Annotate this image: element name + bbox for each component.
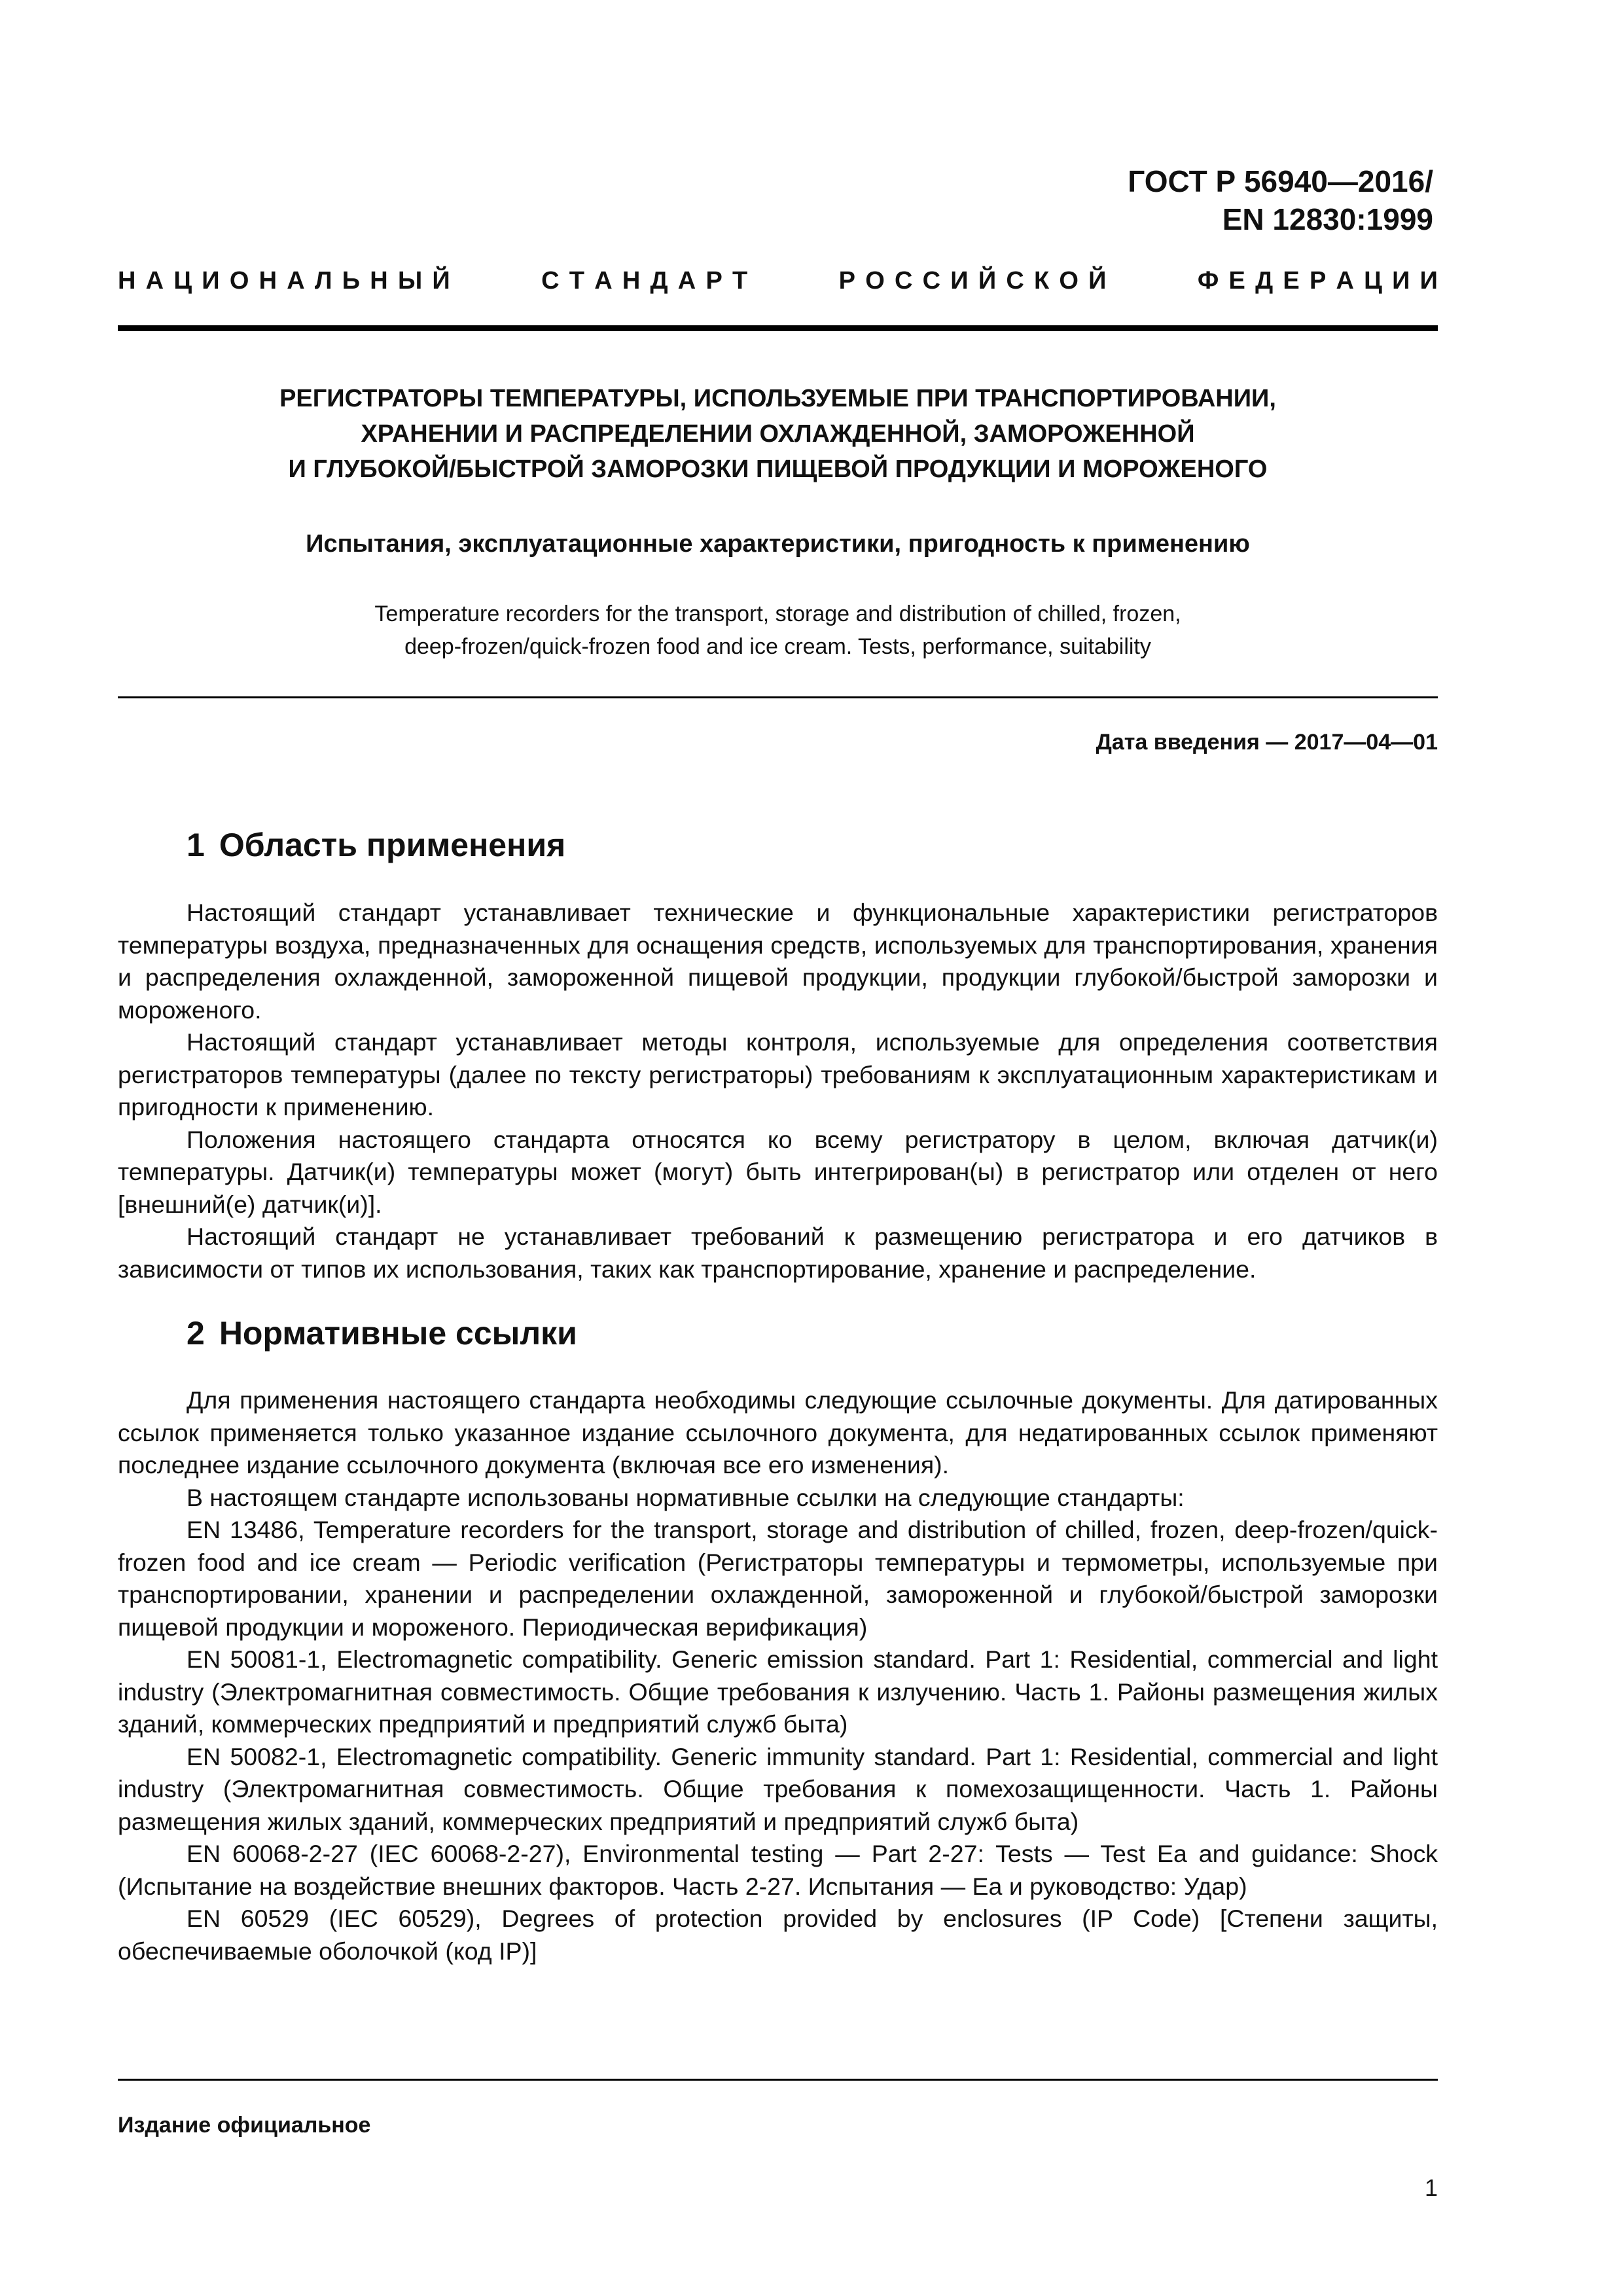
title-line: ХРАНЕНИИ И РАСПРЕДЕЛЕНИИ ОХЛАЖДЕННОЙ, ЗАМОРОЖЕННОЙ [361,420,1195,448]
banner-word: Н А Ц И О Н А Л Ь Н Ы Й [118,267,450,295]
section-2-heading [187,1314,577,1352]
title-line: И ГЛУБОКОЙ/БЫСТРОЙ ЗАМОРОЗКИ ПИЩЕВОЙ ПРОДУКЦИИ И МОРОЖЕНОГО [288,456,1268,483]
paragraph: Для применения настоящего стандарта необходимы следующие ссылочные документы. Для датированных ссылок применяется только указанное издание ссылочного документа, для недатированных ссылок применяют последнее издание ссылочного документа (включая все его изменения). [118,1386,1438,1479]
footer-divider [118,2079,1438,2081]
official-edition-label: Издание официальное [118,2113,371,2138]
standard-number [1128,162,1433,238]
banner-word: Р О С С И Й С К О Й [838,267,1107,295]
paragraph: Настоящий стандарт не устанавливает требований к размещению регистратора и его датчиков в зависимости от типов их использования, таких как транспортирование, хранение и распределение. [118,1223,1438,1283]
paragraph: Настоящий стандарт устанавливает методы контроля, используемые для определения соответствия регистраторов температуры (далее по тексту регистраторы) требованиям к эксплуатационным характеристикам и пригодности к применению. [118,1028,1438,1121]
section-1-body [118,897,1438,1285]
page-number: 1 [1424,2174,1438,2201]
reference-item: EN 50082-1, Electromagnetic compatibility. Generic immunity standard. Part 1: Residential, commercial and light industry (Электромагнитная совместимость. Общие требования к помехозащищенности. Часть 1. Районы размещения жилых зданий, коммерческих предприятий и предприятий служб быта) [118,1742,1438,1835]
section-title: Нормативные ссылки [219,1315,577,1352]
standard-number-line2: EN 12830:1999 [1222,202,1433,236]
header-divider [118,325,1438,331]
section-2-body [118,1384,1438,1967]
reference-item: EN 13486, Temperature recorders for the transport, storage and distribution of chilled, frozen, deep-frozen/quick-frozen food and ice cream — Periodic verification (Регистраторы температуры и термометры, используемые при транспортировании, хранении и распределении охлажденной, замороженной и глубокой/быстрой заморозки пищевой продукции и мороженого. Периодическая верификация) [118,1516,1438,1641]
banner-word: Ф Е Д Е Р А Ц И И [1197,267,1438,295]
reference-item: EN 60068-2-27 (IEC 60068-2-27), Environmental testing — Part 2-27: Tests — Test Ea and guidance: Shock (Испытание на воздействие внешних факторов. Часть 2-27. Испытания — Ea и руководство: Удар) [118,1840,1438,1900]
paragraph: В настоящем стандарте использованы нормативные ссылки на следующие стандарты: [187,1483,1185,1511]
standard-number-line1: ГОСТ Р 56940—2016/ [1128,164,1433,198]
reference-item: EN 60529 (IEC 60529), Degrees of protection provided by enclosures (IP Code) [Степени защиты, обеспечиваемые оболочкой (код IP)] [118,1905,1438,1965]
section-1-heading [187,826,565,864]
section-number: 2 [187,1315,205,1352]
banner-word: С Т А Н Д А Р Т [541,267,748,295]
paragraph: Настоящий стандарт устанавливает технические и функциональные характеристики регистраторов температуры воздуха, предназначенных для оснащения средств, используемых для транспортирования, хранения и распределения охлажденной, замороженной пищевой продукции, продукции глубокой/быстрой заморозки и мороженого. [118,899,1438,1024]
section-number: 1 [187,827,205,863]
english-title [118,598,1438,663]
paragraph: Положения настоящего стандарта относятся ко всему регистратору в целом, включая датчик(и) температуры. Датчик(и) температуры может (могут) быть интегрирован(ы) в регистратор или отделен от него [внешний(е) датчик(и)]. [118,1125,1438,1218]
national-standard-banner [118,267,1438,295]
english-title-line: deep-frozen/quick-frozen food and ice cream. Tests, performance, suitability [404,634,1151,659]
english-title-line: Temperature recorders for the transport, storage and distribution of chilled, frozen, [374,601,1181,626]
introduction-date: Дата введения — 2017—04—01 [1096,730,1438,755]
document-title [118,381,1438,487]
section-title: Область применения [219,827,566,863]
document-subtitle: Испытания, эксплуатационные характеристики, пригодность к применению [306,530,1250,558]
reference-item: EN 50081-1, Electromagnetic compatibility. Generic emission standard. Part 1: Residential, commercial and light industry (Электромагнитная совместимость. Общие требования к излучению. Часть 1. Районы размещения жилых зданий, коммерческих предприятий и предприятий служб быта) [118,1645,1438,1738]
title-divider [118,696,1438,698]
title-line: РЕГИСТРАТОРЫ ТЕМПЕРАТУРЫ, ИСПОЛЬЗУЕМЫЕ ПРИ ТРАНСПОРТИРОВАНИИ, [279,385,1276,412]
